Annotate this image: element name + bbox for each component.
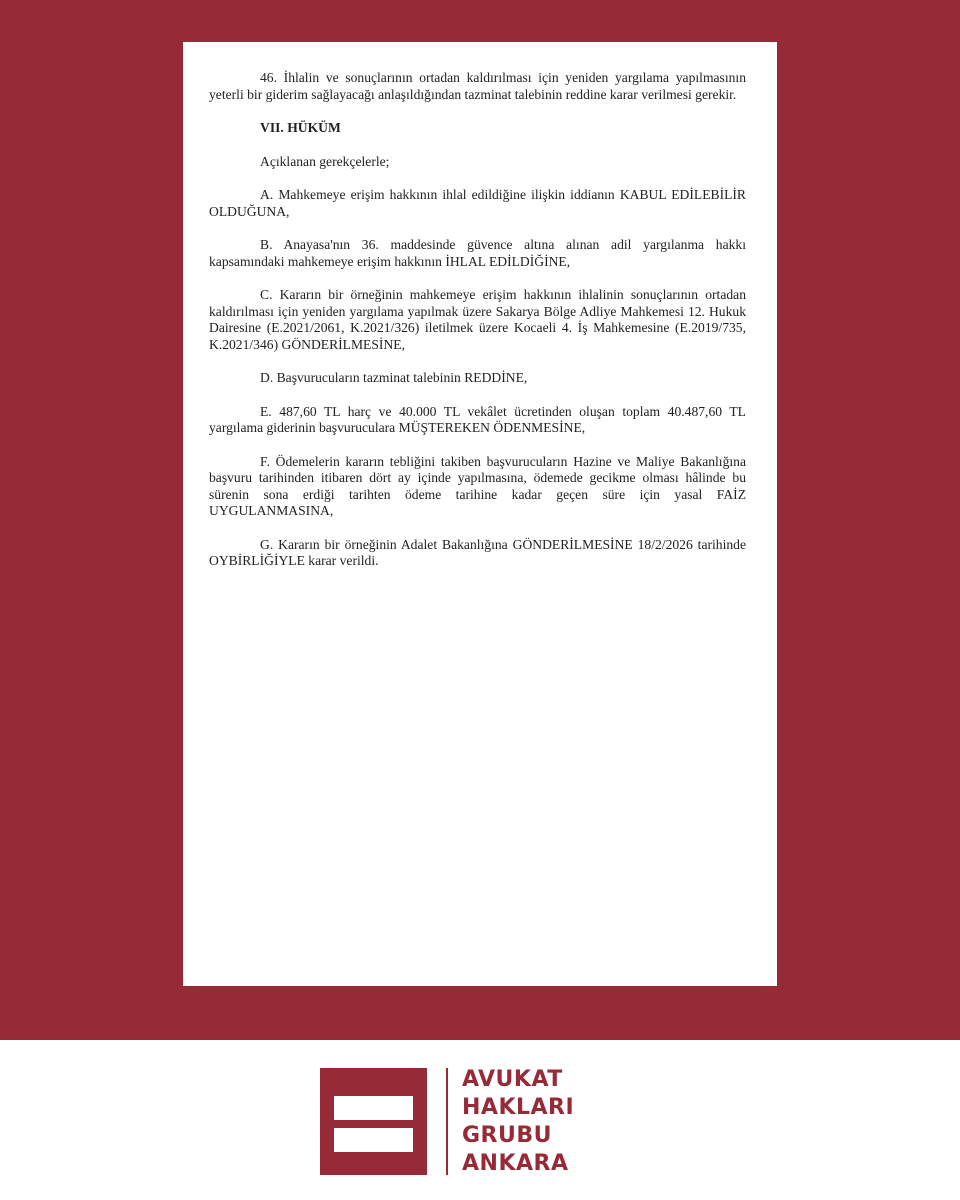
logo-bar-top: [334, 1096, 413, 1120]
logo-bar-bottom: [334, 1128, 413, 1152]
judgment-item-c: C. Kararın bir örneğinin mahkemeye erişim hakkının ihlalinin sonuçlarının ortadan kaldırılması için yeniden yargılama yapılmak üzere Sakarya Bölge Adliye Mahkemesi 12. Hukuk Dairesine (E.2021/2061, K.2021/326) iletilmek üzere Kocaeli 4. İş Mahkemesine (E.2019/735, K.2021/346) GÖNDERİLMESİNE,: [209, 287, 746, 352]
judgment-item-e: E. 487,60 TL harç ve 40.000 TL vekâlet ücretinden oluşan toplam 40.487,60 TL yargılama giderinin başvuruculara MÜŞTEREKEN ÖDENMESİNE,: [209, 403, 746, 435]
intro-text: Açıklanan gerekçelerle;: [260, 153, 390, 169]
logo-line-1: AVUKAT: [462, 1067, 563, 1092]
judgment-item-d: D. Başvurucuların tazminat talebinin REDDİNE,: [260, 370, 528, 385]
logo-line-4: ANKARA: [462, 1151, 569, 1176]
logo-line-2: HAKLARI: [462, 1095, 575, 1120]
document-page: [183, 42, 777, 986]
logo-wordmark: [462, 1066, 574, 1178]
logo-line-3: GRUBU: [462, 1123, 552, 1148]
section-heading: VII. HÜKÜM: [260, 120, 341, 135]
paragraph-46: 46. İhlalin ve sonuçlarının ortadan kaldırılması için yeniden yargılama yapılmasının yeterli bir giderim sağlayacağı anlaşıldığından tazminat talebinin reddine karar verilmesi gerekir.: [209, 70, 746, 102]
judgment-item-b: B. Anayasa'nın 36. maddesinde güvence altına alınan adil yargılanma hakkı kapsamındaki mahkemeye erişim hakkının İHLAL EDİLDİĞİNE,: [209, 237, 746, 269]
judgment-item-f: F. Ödemelerin kararın tebliğini takiben başvurucuların Hazine ve Maliye Bakanlığına başvuru tarihinden itibaren dört ay içinde yapılmasına, ödemede gecikme olması hâlinde bu sürenin sona erdiği tarihten ödeme tarihine kadar geçen süre için yasal FAİZ UYGULANMASINA,: [209, 453, 746, 518]
judgment-item-g: G. Kararın bir örneğinin Adalet Bakanlığına GÖNDERİLMESİNE 18/2/2026 tarihinde OYBİRLİĞİYLE karar verildi.: [209, 536, 746, 568]
footer: [0, 1040, 960, 1200]
logo-divider: [446, 1068, 448, 1175]
judgment-item-a: A. Mahkemeye erişim hakkının ihlal edildiğine ilişkin iddianın KABUL EDİLEBİLİR OLDUĞUNA,: [209, 187, 746, 219]
logo-mark-icon: [320, 1068, 427, 1175]
